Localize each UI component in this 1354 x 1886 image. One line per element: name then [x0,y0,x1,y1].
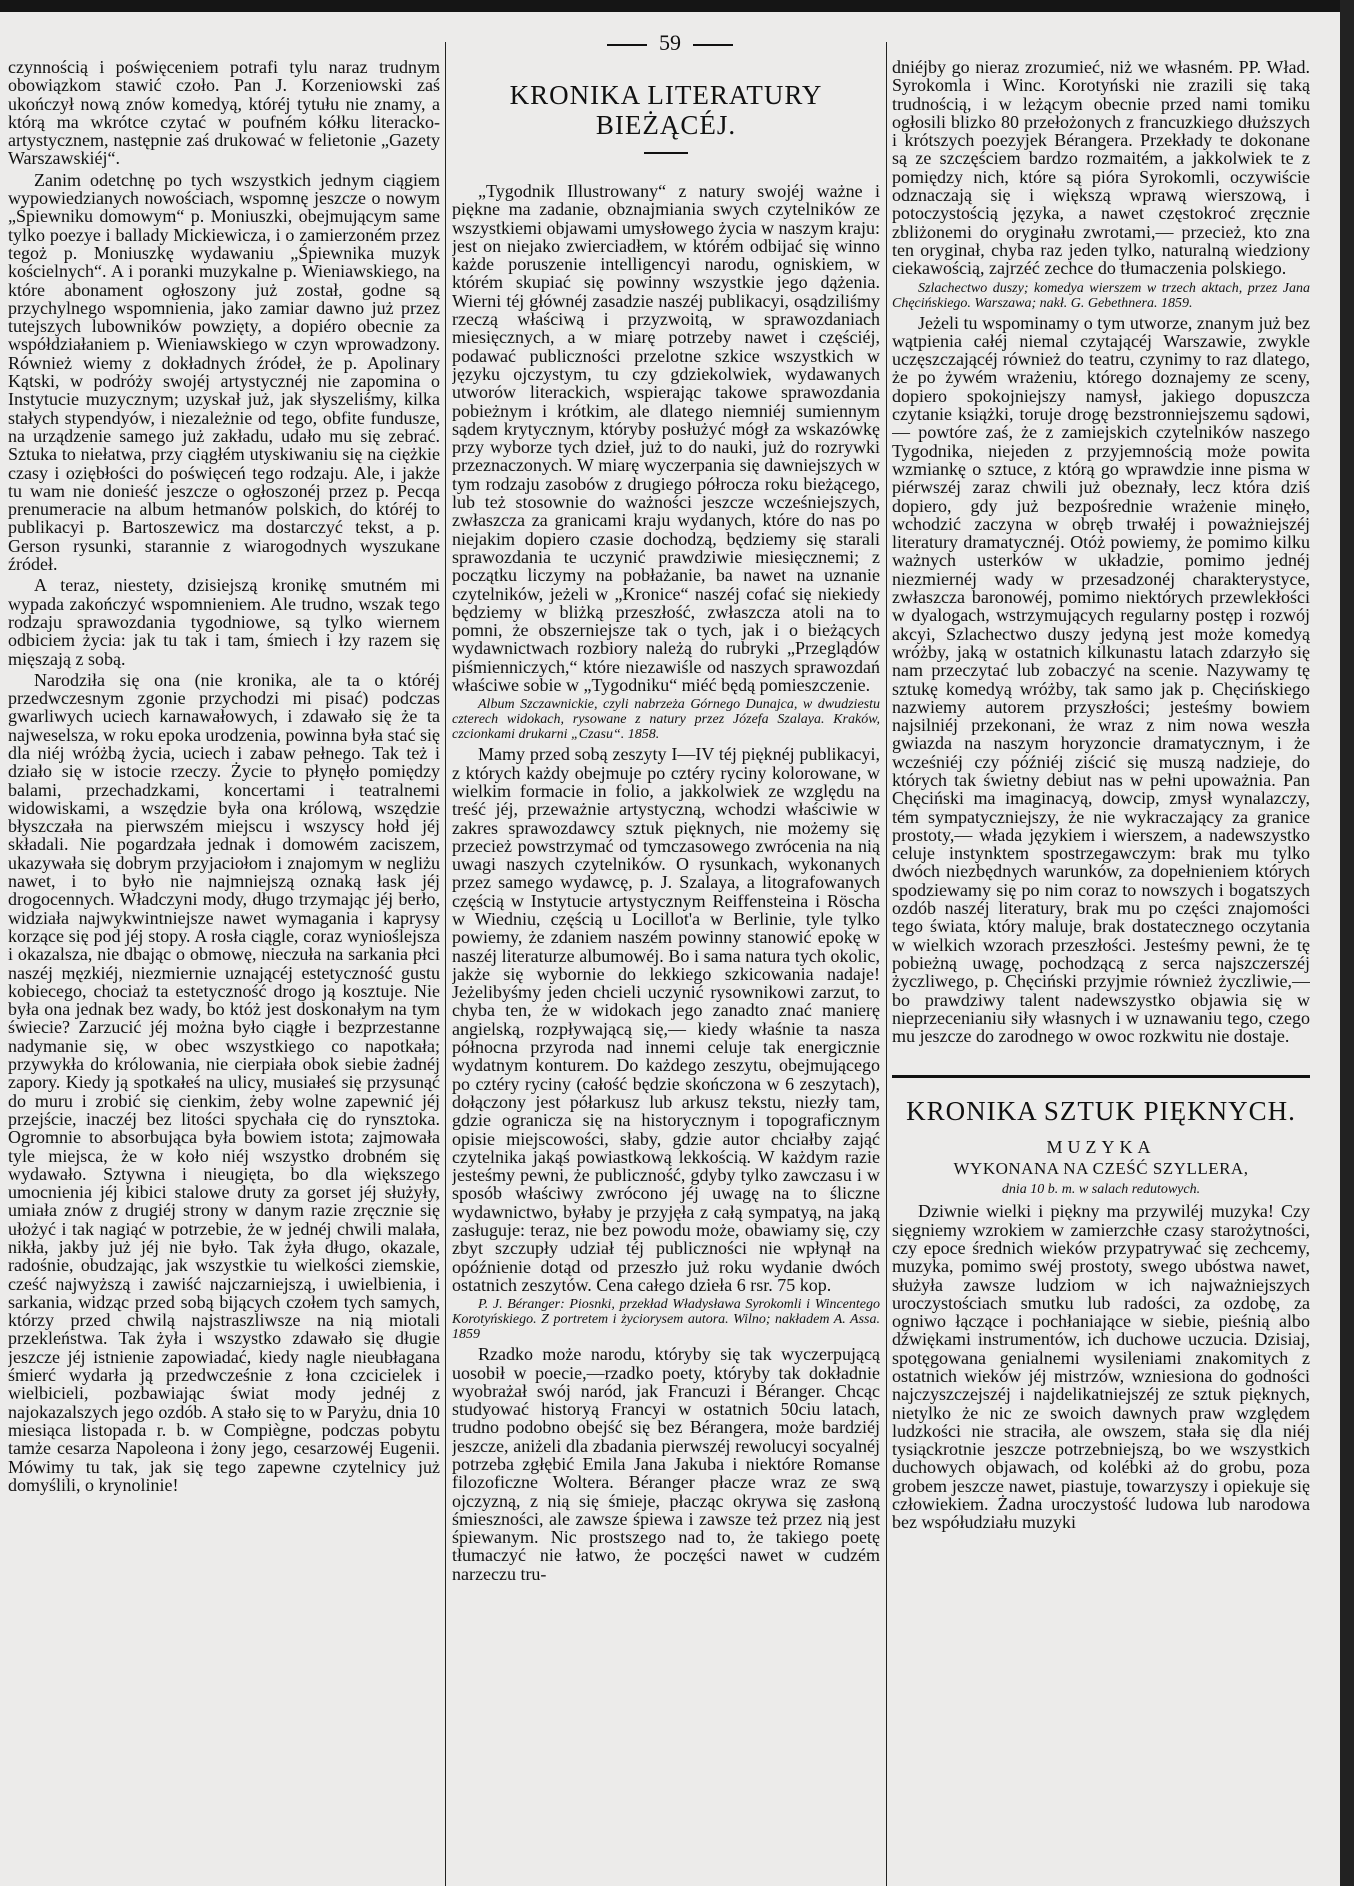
column-rule [445,42,446,1886]
paragraph: Mamy przed sobą zeszyty I—IV téj pięknéj publikacyi, z których każdy obejmuje po cztéry ryciny kolorowane, w wielkim formacie in folio, a jakkolwiek ze względu na treść jéj, przeważnie artystyczną, wchodzi właściwie w zakres sprawozdawcy sztuk pięknych, nie możemy się przecież powstrzymać od tymczasowego zwrócenia na nią uwagi naszych czytelników. O rysunkach, wykonanych przez samego wydawcę, p. J. Szalaya, a litografowanych częścią w Instytucie artystycznym Reiffensteina i Röscha w Wiedniu, częścią u Locillot'a w Berlinie, tyle tylko powiemy, że zdaniem naszém powinny stanowić epokę w naszéj literaturze albumowéj. Bo i sama natura tych okolic, jakże się wybornie do lekkiego szkicowania nadaje! Jeżelibyśmy jeden chcieli uczynić rysownikowi zarzut, to chyba ten, że w widokach jego zanadto znać manierę angielską, rozpływającą się,— kiedy właśnie ta nasza północna przyroda nad innemi celuje tak energicznie wydatnym konturem. Do każdego zeszytu, obejmującego po cztéry ryciny (całość będzie skończona w 6 zeszytach), dołączony jest półarkusz lub arkusz tekstu, niezły tam, gdzie ogranicza się na historycznym i topograficznym opisie miejscowości, słaby, gdzie autor chciałby zająć czytelnika jakąś powiastkową lekkością. W każdym razie jesteśmy pewni, że publiczność, gdyby tylko zawczasu i w sposób właściwy zwrócono jéj uwagę na to śliczne wydawnictwo, byłaby je przyjęła z całą sympatyą, na jaką zasługuje: teraz, nie bez powodu może, obawiamy się, czy zbyt szczupły udział téj publiczności nie wpłynął na opóźnienie dotąd od przeszło już roku wydanie dwóch ostatnich zeszytów. Cena całego dzieła 6 rsr. 75 kop. [452,744,880,1295]
dash [693,44,733,46]
column-rule [886,42,887,1886]
note-text: P. J. Béranger: Piosnki, przekład Władysława Syrokomli i Wincentego Korotyńskiego. Z portretem i życiorysem autora. Wilno; nakładem A. Assa. 1859 [452,1297,880,1343]
scan-right-border [1340,0,1354,1886]
subtitle: WYKONANA NA CZEŚĆ SZYLLERA, [953,1158,1249,1178]
paragraph: Rzadko może narodu, któryby się tak wyczerpującą uosobił w poecie,—rzadko poety, któryby tak dokładnie wyobrażał swój naród, jak Francuzi i Béranger. Chcąc studyować historyą Francyi w ostatnich 50ciu latach, trudno podobno obejść się bez Bérangera, może bardziéj jeszcze, aniżeli dla zbadania pierwszéj rewolucyi socyalnéj potrzeba zgłębić Emila Jana Jakuba i niektóre Romanse filozoficzne Woltera. Béranger płacze wraz ze swą ojczyzną, z nią się śmieje, płacząc okrywa się zasłoną śmieszności, ale zawsze śpiewa i zawsze też przez nią jest śpiewanym. Nic prostszego nad to, że takiego poetę tłumaczyć nie łatwo, że poczęści nawet w cudzém narzeczu tru- [452,1344,880,1584]
paragraph: Narodziła się ona (nie kronika, ale ta o któréj przedwczesnym zgonie przychodzi mi pisać) podczas gwarliwych uciech karnawałowych, i zdawało się że ta najweselsza, w roku epoka urodzenia, powinna była stać się dla niéj wróżbą życia, uciech i zabaw pełnego. Tak też i działo się w istocie rzeczy. Życie to płynęło pomiędzy balami, przechadzkami, koncertami i teatralnemi widowiskami, a wszędzie była ona królową, wszędzie błyszczała na pierwszém miejscu i wszyscy hołd jéj składali. Nie pogardzała jednak i domowém zaciszem, ukazywała się dobrym przyjaciołom i znajomym w negliżu nawet, i to było nie najmniejszą oznaką łask jéj drogocennych. Władczyni mody, długo trzymając jéj berło, widziała najwykwintniejsze nawet wymagania i kaprysy korzące się pod jéj stopy. A rosła ciągle, coraz wynioślejsza i okazalsza, nie dbając o obmowę, nieczuła na sarkania płci naszéj męzkiéj, niezmiernie uznającéj estetyczność gustu kobiecego, chociaż ta estetyczność drogo ją kosztuje. Nie była ona jednak bez wady, bo któż jest doskonałym na tym świecie? Zarzucić jéj można było ciągłe i bezprzestanne nadymanie się, w obec wszystkiego co napotkała; przywykła do królowania, nie cierpiała obok siebie żadnéj zapory. Kiedy ją spotkałeś na ulicy, musiałeś się przysunąć do muru i zrobić się cienkim, żeby wolne zapewnić jéj przejście, inaczéj bez litości spychała cię do rynsztoka. Ogromnie to absorbująca była bowiem istota; zajmowała tyle miejsca, że w koło niéj wszystko drobném się wydawało. Sztywna i nieugięta, bo dla większego umocnienia jéj kibici stalowe druty za gorset jéj służyły, umiała znów z drugiéj strony w danym razie zręcznie się ułożyć i tak nagiąć w potrzebie, że w jednéj chwili malała, nikła, jakby już jéj nie było. Tak żyła długo, okazale, radośnie, obudzając, jak wszystkie tu wielkości ziemskie, cześć najwyższą i zawiść najczarniejszą, i uwielbienia, i sarkania, widząc przed sobą bijących czołem tych samych, którzy przed chwilą najstraszliwsze na nią miotali przekleństwa. Tak żyła i wszystko zdawało się długie jeszcze jéj istnienie zapowiadać, kiedy nagle nieubłagana śmierć wydarła ją przedwcześnie z łona czcicielek i wielbicieli, pozbawiając świat mody jednéj z najokazalszych jego ozdób. A stało się to w Paryżu, dnia 10 miesiąca listopada r. b. w Compiègne, podczas pobytu tamże cesarza Napoleona i żony jego, cesarzowéj Eugenii. Mówimy tu tak, jak się tego zapewne czytelnicy już domyślili, o krynolinie! [8,669,440,1495]
paragraph: A teraz, niestety, dzisiejszą kronikę smutném mi wypada zakończyć wspomnieniem. Ale trudno, wszak tego rodzaju sprawozdania tygodniowe, są tylko wiernem odbiciem życia: jak tu tak i tam, śmiech i łzy razem się mięszają z sobą. [8,575,440,669]
paragraph: Dziwnie wielki i piękny ma przywiléj muzyka! Czy sięgniemy wzrokiem w zamierzchłe czasy starożytności, czy epoce średnich wieków przypatrywać się zechcemy, muzyka, pomimo swéj prostoty, swego ubóstwa nawet, służyła zawsze ludziom w ich najważniejszych uroczystościach smutku lub radości, za ozdobę, za ogniwo łączące i pochłaniające w siebie, pieśnią albo dźwiękami instrumentów, ich duchowe uczucia. Dzisiaj, spotęgowana genialnemi wysileniami znakomitych z ostatnich wieków jéj mistrzów, wzniesiona do godności najczyszczejszéj i najdelikatniejszéj ze sztuk pięknych, nietylko że nic ze swoich dawnych praw względem ludzkości nie straciła, ale owszem, stała się dla niéj tysiąckrotnie jeszcze potrzebniejszą, bo we wszystkich duchowych objawach, od kolébki aż do grobu, poza grobem jeszcze nawet, piastuje, towarzyszy i opiekuje się człowiekiem. Żadna uroczystość ludowa lub narodowa bez współudziału muzyki [892,1201,1310,1533]
subtitle-date: dnia 10 b. m. w salach redutowych. [1001,1182,1201,1198]
left-column [8,58,440,1880]
middle-column [452,58,880,1880]
section-title-fine-arts: KRONIKA SZTUK PIĘKNYCH. [906,1096,1296,1127]
page-number-text: 59 [659,30,681,55]
paragraph: czynnością i poświęceniem potrafi tylu naraz trudnym obowiązkom stawić czoło. Pan J. Korzeniowski zaś ukończył nową znów komedyą, któréj tytułu nie znamy, a którą ma wkrótce czytać w poufném kółku literacko-artystycznem, następnie zaś drukować w felietonie „Gazety Warszawskiéj“. [8,58,440,169]
subtitle: MUZYKA [1046,1137,1156,1158]
page-number [595,30,745,56]
paragraph: „Tygodnik Illustrowany“ z natury swojéj ważne i piękne ma zadanie, obznajmiania swych czytelników ze wszystkiemi objawami umysłowego życia w naszym kraju: jest on niejako zwierciadłem, w którém odbijać się winno każde poruszenie intelligencyi narodu, ogniskiem, w którém skupiać się powinny wszystkie jego dążenia. Wierni téj głównéj zasadzie naszéj publikacyi, osądziliśmy rzeczą właściwą i przyzwoitą, w sprawozdaniach miesięcznych, a w miarę potrzeby nawet i częściéj, podawać publiczności przelotne szkice wszystkich w języku ojczystym, tu czy gdziekolwiek, wydawanych utworów literackich, wspierając takowe sprawozdania pobieżnym i krótkim, ale dlatego niemniéj sumiennym sądem krytycznym, któryby posłużyć mógł za wskazówkę przy wyborze tych dzieł, już to do nauki, już do rozrywki przeznaczonych. W miarę wyczerpania się dawniejszych w tym rodzaju zasobów z drugiego półrocza roku bieżącego, lub też stosownie do ważności jeszcze wcześniejszych, zwłaszcza za granicami kraju wydanych, które do nas po niejakim dopiero czasie dochodzą, będziemy się starali sprawozdania te uczynić prawdziwie miesięcznemi; z początku liczymy na pobłażanie, ba nawet na uznanie czytelników, jeżeli w „Kronice“ naszéj cofać się niekiedy będziemy w bliżką przeszłość, zwłaszcza atoli na to pomni, że obszerniejsze tak o tych, jak i o bieżących wydawnictwach rozbiory należą do rubryki „Przeglądów piśmienniczych,“ które niezawiśle od naszych sprawozdań właściwe sobie w „Tygodniku“ miéć będą pomieszczenie. [452,181,880,696]
right-column [892,58,1310,1880]
bibliographic-note [452,1297,880,1342]
bibliographic-note [452,697,880,742]
section-title-literature: KRONIKA LITERATURY BIEŻĄCÉJ. [509,80,823,140]
section-divider [892,1075,1310,1078]
dash [607,44,647,46]
paragraph: dniéjby go nieraz zrozumieć, niż we własném. PP. Wład. Syrokomla i Winc. Korotyński nie zrazili się taką trudnością, i w leżącym obecnie przed nami tomiku ogłosili blizko 80 przełożonych z francuzkiego dłuższych i krótszych poezyjek Bérangera. Przekłady te dokonane są ze szczęściem bardzo rozmaitém, a jakkolwiek te z pomiędzy nich, które są pióra Syrokomli, oczywiście odznaczają się i większą wprawą wierszową, i potoczystością języka, a nawet częstokroć zręcznie zbliżonemi do oryginału zwrotami,— przecież, kto zna ten oryginał, chyba raz jeden tylko, naturalną wiedziony ciekawością, zajrzéć zechce do tłumaczenia polskiego. [892,58,1310,279]
title-rule [644,152,688,154]
scan-top-border [0,0,1354,12]
note-text: Album Szczawnickie, czyli nabrzeża Górnego Dunajca, w dwudziestu czterech widokach, rysowane z natury przez Józefa Szalaya. Kraków, czcionkami drukarni „Czasu“. 1858. [452,697,880,743]
paragraph: Jeżeli tu wspominamy o tym utworze, znanym już bez wątpienia całéj niemal czytającéj Warszawie, zwykle uczęszczającéj również do teatru, czynimy to raz dlatego, że po żywém wrażeniu, którego doznajemy ze sceny, dopiero spokojniejszy namysł, jakiego dopuszcza czytanie książki, toruje drogę bezstronniejszemu sądowi,— powtóre zaś, że z zamiejskich czytelników naszego Tygodnika, niejeden z przyjemnością może powita wzmiankę o sztuce, z którą go wprawdzie inne pisma w piérwszéj zaraz chwili już obeznały, lecz która dziś dopiero, gdy już bezpośrednie wrażenie minęło, wchodzić zaczyna w obręb trwałéj i poważniejszéj literatury dramatycznéj. Otóż powiemy, że pomimo kilku ważnych usterków w układzie, pomimo jednéj niezmiernéj wady w przesadzonéj charakterystyce, zwłaszcza baronowéj, pomimo niektórych przewlekłości w dyalogach, wstrzymujących regularny postęp i rozwój akcyi, Szlachectwo duszy jedyną jest może komedyą wróżby, jaką w ostatnich kilkunastu latach zdarzyło się nam przeczytać lub zobaczyć na scenie. Nazywamy tę sztukę komedyą wróżby, tak samo jak p. Chęcińskiego nazwiemy autorem przyszłości; jesteśmy bowiem najsilniéj przekonani, że wraz z nim nowa weszła gwiazda na naszym horyzoncie dramatycznym, i że wcześniéj czy późniéj ziścić się muszą nadzieje, do których tak świetny debiut nas w pełni upoważnia. Pan Chęciński ma imaginacyą, dowcip, zmysł wynalazczy, tém sympatyczniejszy, że nie wykraczający za granice prostoty,— włada językiem i wierszem, a nadewszystko celuje instynktem spostrzegawczym: brak mu tylko dwóch niezbędnych warunków, za dopełnieniem których spodziewamy się po nim coraz to nowszych i bogatszych ozdób naszéj literatury, brak mu po części znajomości tego świata, który maluje, brak dostatecznego oczytania w wielkich wzorach przeszłości. Jesteśmy pewni, że tę pobieżną uwagę, pochodzącą z serca najszczerszéj życzliwego, p. Chęciński przyjmie również życzliwie,— bo prawdziwy talent nadewszystko objawia się w nieprzecenianiu siły własnych i w uznawaniu tego, czego mu jeszcze do zarodnego w owoc rozkwitu nie dostaje. [892,312,1310,1047]
note-text: Szlachectwo duszy; komedya wierszem w trzech aktach, przez Jana Chęcińskiego. Warszawa; nakł. G. Gebethnera. 1859. [892,280,1310,311]
paragraph: Zanim odetchnę po tych wszystkich jednym ciągiem wypowiedzianych nowościach, wspomnę jeszcze o nowym „Śpiewniku domowym“ p. Moniuszki, obejmującym same tylko poezye i ballady Mickiewicza, i o zamierzoném przez tegoż p. Moniuszkę wydawaniu „Śpiewnika muzyk kościelnych“. A i poranki muzykalne p. Wieniawskiego, na które abonament ogłoszony już został, godne są przychylnego wspomnienia, jako zamiar dawno już przez tutejszych lubowników powzięty, a dopiéro obecnie za współdziałaniem p. Wieniawskiego w czyn wprowadzony. Również wiemy z dokładnych źródeł, że p. Apolinary Kątski, w podróży swojéj artystycznéj nie zapomina o Instytucie muzycznym; uzyskał już, jak słyszeliśmy, kilka stałych stypendyów, i niezależnie od tego, obfite fundusze, na urządzenie samego już zakładu, udało mu się zebrać. Sztuka to niełatwa, przy ciągłém utyskiwaniu się na ciężkie czasy i oziębłości do poświęceń tego rodzaju. Ale, i jakże tu wam nie donieść jeszcze o ogłoszonéj przez p. Pecqa prenumeracie na album hetmanów polskich, do któréj to publikacyi p. Bartoszewicz ma dostarczyć tekst, a p. Gerson rysunki, starannie z wiarogodnych wyszukane źródeł. [8,169,440,575]
bibliographic-note [892,281,1310,311]
